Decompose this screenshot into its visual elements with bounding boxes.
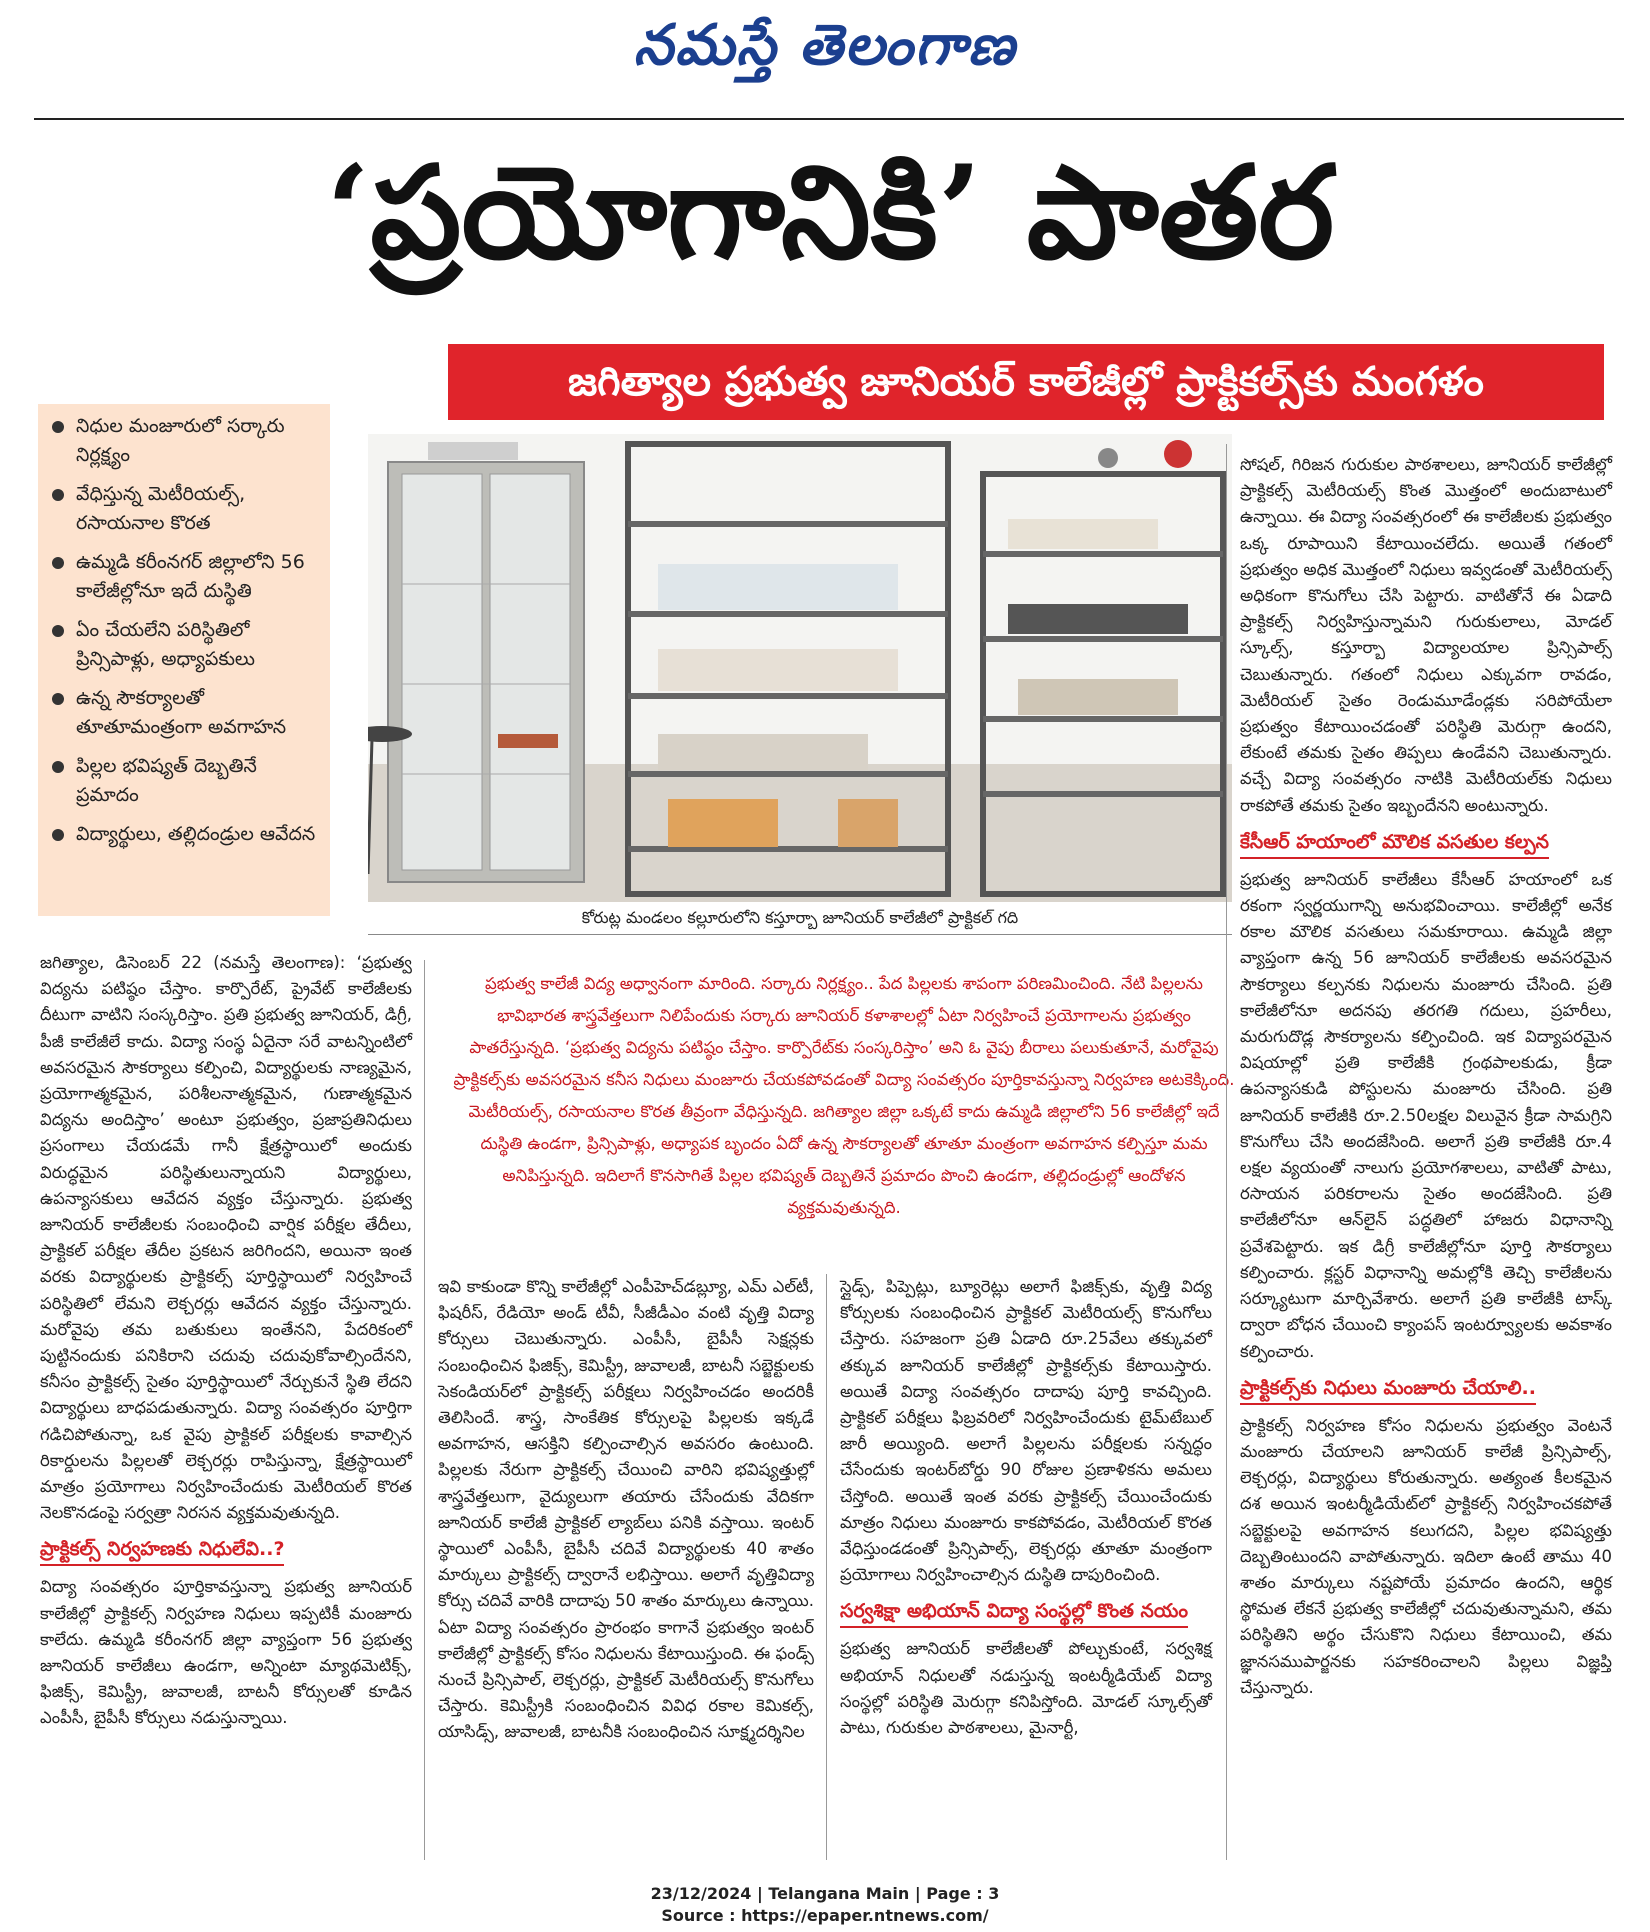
subheadline: జగిత్యాల ప్రభుత్వ జూనియర్ కాలేజీల్లో ప్రాక్టికల్స్‌కు మంగళం: [448, 344, 1604, 420]
body-paragraph: ప్రాక్టికల్స్ నిర్వహణ కోసం నిధులను ప్రభుత్వం వెంటనే మంజూరు చేయాలని జూనియర్ కాలేజీ ప్రిన్సిపాల్స్, లెక్చరర్లు, విద్యార్థులు కోరుతున్నారు. అత్యంత కీలకమైన దశ అయిన ఇంటర్మీడియేట్‌లో ప్రాక్టికల్స్ నిర్వహించకపోతే సబ్జెక్టులపై అవగాహన కలుగదని, పిల్లల భవిష్యత్తు దెబ్బతింటుందని వాపోతున్నారు. ఇదిలా ఉంటే తాము 40 శాతం మార్కులు నష్టపోయే ప్రమాదం ఉందని, ఆర్థిక స్థోమత లేకనే ప్రభుత్వ కాలేజీల్లో చదువుతున్నామని, తమ పరిస్థితిని అర్థం చేసుకొని నిధులు కేటాయించి, తమ జ్ఞానసముపార్జనకు సహకరించాలని పిల్లలు విజ్ఞప్తి చేస్తున్నారు.: [1240, 1415, 1612, 1697]
pull-quote: ప్రభుత్వ కాలేజీ విద్య అధ్వానంగా మారింది. సర్కారు నిర్లక్ష్యం.. పేద పిల్లలకు శాపంగా పరిణమించింది. నేటి పిల్లలను భావిభారత శాస్త్రవేత్తలుగా నిలిపేందుకు సర్కారు జూనియర్ కళాశాలల్లో ఏటా నిర్వహించే ప్రయోగాలను ప్రభుత్వం పాతరేస్తున్నది. ‘ప్రభుత్వ విద్యను పటిష్ఠం చేస్తాం. కార్పొరేట్‌కు సంస్కరిస్తాం’ అని ఓ వైపు బీరాలు పలుకుతూనే, మరోవైపు ప్రాక్టికల్స్‌కు అవసరమైన కనీస నిధులు మంజూరు చేయకపోవడంతో విద్యా సంవత్సరం పూర్తికావస్తున్నా నిర్వహణ అటకెక్కింది. మెటీరియల్స్, రసాయనాల కొరత తీవ్రంగా వేధిస్తున్నది. జగిత్యాల జిల్లా ఒక్కటే కాదు ఉమ్మడి జిల్లాలోని 56 కాలేజీల్లో ఇదే దుస్థితి ఉండగా, ప్రిన్సిపాళ్లు, అధ్యాపక బృందం ఏదో ఉన్న సౌకర్యాలతో తూతూ మంత్రంగా అవగాహన కల్పిస్తూ మమ అనిపిస్తున్నది. ఇదిలాగే కొనసాగితే పిల్లల భవిష్యత్ దెబ్బతినే ప్రమాదం పొంచి ఉండగా, తల్లిదండ్రుల్లో ఆందోళన వ్యక్తమవుతున్నది.: [453, 974, 1235, 1217]
bullet-icon: [52, 625, 64, 637]
headline: ‘ప్రయోగానికి’ పాతర: [325, 138, 1335, 288]
source-link[interactable]: Source : https://epaper.ntnews.com/: [661, 1906, 989, 1925]
section-subtitle: సర్వశిక్షా అభియాన్ విద్యా సంస్థల్లో కొంత నయం: [840, 1596, 1188, 1628]
column-divider: [424, 960, 425, 1860]
column-divider: [826, 1274, 827, 1860]
newspaper-logo: నమస్తే తెలంగాణ: [633, 12, 1017, 78]
article-column-2: [438, 1274, 814, 1746]
lab-photo: [368, 434, 1232, 902]
page-footer: [0, 1883, 1650, 1927]
bullet-icon: [52, 693, 64, 705]
section-subtitle: ప్రాక్టికల్స్ నిర్వహణకు నిధులేవి..?: [40, 1534, 284, 1566]
article-column-1: [40, 950, 412, 1732]
article-column-4: [1240, 452, 1612, 1701]
highlight-item: విద్యార్థులు, తల్లిదండ్రుల ఆవేదన: [52, 820, 320, 849]
lab-shelves-illustration: [368, 434, 1232, 902]
highlight-item: నిధుల మంజూరులో సర్కారు నిర్లక్ష్యం: [52, 412, 320, 470]
body-paragraph: స్లైడ్స్, పిప్పెట్లు, బ్యూరెట్లు అలాగే ఫిజిక్స్‌కు, వృత్తి విద్య కోర్సులకు సంబంధించిన ప్రాక్టికల్ మెటీరియల్స్ కొనుగోలు చేస్తారు. సహజంగా ప్రతి ఏడాది రూ.25వేలు తక్కువలో తక్కువ జూనియర్ కాలేజీల్లో ప్రాక్టికల్స్‌కు కేటాయిస్తారు. అయితే విద్యా సంవత్సరం దాదాపు పూర్తి కావచ్చింది. ప్రాక్టికల్ పరీక్షలు ఫిబ్రవరిలో నిర్వహించేందుకు టైమ్‌టేబుల్ జారీ అయ్యింది. అలాగే పిల్లలను పరీక్షలకు సన్నద్ధం చేసేందుకు ఇంటర్‌బోర్డు 90 రోజుల ప్రణాళికను అమలు చేస్తోంది. అయితే ఇంత వరకు ప్రాక్టికల్స్ చేయించేందుకు మాత్రం నిధులు మంజూరు కాకపోవడం, మెటీరియల్ కొరత వేధిస్తుండడంతో ప్రిన్సిపాల్స్, లెక్చరర్లు తూతూ మంత్రంగా ప్రయోగాలు నిర్వహించాల్సిన దుస్థితి దాపురించింది.: [840, 1277, 1212, 1585]
article-column-3: [840, 1274, 1212, 1741]
highlight-item: పిల్లల భవిష్యత్ దెబ్బతినే ప్రమాదం: [52, 752, 320, 810]
caption-rule: [368, 934, 1232, 935]
body-paragraph: ప్రభుత్వ జూనియర్ కాలేజీలతో పోల్చుకుంటే, సర్వశిక్ష అభియాన్ నిధులతో నడుస్తున్న ఇంటర్మీడియేట్ విద్యా సంస్థల్లో పరిస్థితి మెరుగ్గా కనిపిస్తోంది. మోడల్ స్కూల్స్‌తో పాటు, గురుకుల పాఠశాలలు, మైనార్టీ,: [840, 1639, 1212, 1738]
column-divider: [1226, 444, 1227, 1860]
body-paragraph: ఇవి కాకుండా కొన్ని కాలేజీల్లో ఎంపీహెచ్‌డబ్ల్యూ, ఎమ్ ఎల్‌టీ, ఫిషరీస్, రేడియో అండ్ టీవీ, సీజీడీఎం వంటి వృత్తి విద్యా కోర్సులు చెబుతున్నారు. ఎంపీసీ, బైపీసీ సెక్షన్లకు సంబంధించిన ఫిజిక్స్, కెమిస్ట్రీ, జువాలజీ, బాటనీ సబ్జెక్టులకు సెకండియర్‌లో ప్రాక్టికల్స్ పరీక్షలు నిర్వహించడం అందరికీ తెలిసిందే. శాస్త్ర, సాంకేతిక కోర్సులపై పిల్లలకు ఇక్కడే అవగాహన, ఆసక్తిని కల్పించాల్సిన అవసరం ఉంటుంది. పిల్లలకు నేరుగా ప్రాక్టికల్స్ చేయించి వారిని భవిష్యత్తుల్లో శాస్త్రవేత్తలుగా, వైద్యులుగా తయారు చేసేందుకు వేదికగా జూనియర్ కాలేజీ ప్రాక్టికల్ ల్యాబ్‌లు పనికి వస్తాయి. ఇంటర్ స్థాయిలో ఎంపీసీ, బైపీసీ చదివే విద్యార్థులకు 40 శాతం మార్కులు ప్రాక్టికల్స్ ద్వారానే లభిస్తాయి. అలాగే వృత్తివిద్యా కోర్సు చదివే వారికి దాదాపు 50 శాతం మార్కులు ఉన్నాయి. ఏటా విద్యా సంవత్సరం ప్రారంభం కాగానే ప్రభుత్వం ఇంటర్ కాలేజీల్లో ప్రాక్టికల్స్ కోసం నిధులను కేటాయిస్తుంది. ఈ ఫండ్స్ నుంచే ప్రిన్సిపాల్, లెక్చరర్లు, ప్రాక్టికల్ మెటీరియల్స్ కొనుగోలు చేస్తారు. కెమిస్ట్రీకి సంబంధించిన వివిధ రకాల కెమికల్స్, యాసిడ్స్, జువాలజీ, బాటనీకి సంబంధించిన సూక్ష్మదర్శినిల: [438, 1277, 814, 1742]
body-paragraph: సోషల్, గిరిజన గురుకుల పాఠశాలలు, జూనియర్ కాలేజీల్లో ప్రాక్టికల్స్ మెటీరియల్స్ కొంత మొత్తంలో అందుబాటులో ఉన్నాయి. ఈ విద్యా సంవత్సరంలో ఈ కాలేజీలకు ప్రభుత్వం ఒక్క రూపాయిని కేటాయించలేదు. అయితే గతంలో ప్రభుత్వం అధిక మొత్తంలో నిధులు ఇవ్వడంతో మెటీరియల్స్ అధికంగా కొనుగోలు చేసి పెట్టారు. వాటితోనే ఈ ఏడాది ప్రాక్టికల్స్ నిర్వహిస్తున్నామని గురుకులాలు, మోడల్ స్కూల్స్, కస్తూర్బా విద్యాలయాల ప్రిన్సిపాల్స్ చెబుతున్నారు. గతంలో నిధులు ఎక్కువగా రావడం, మెటీరియల్ సైతం రెండుమూడేండ్లకు సరిపోయేలా ప్రభుత్వం కేటాయించడంతో పరిస్థితి మెరుగ్గా ఉందని, లేకుంటే తమకు సైతం తిప్పలు ఉండేవని చెబుతున్నారు. వచ్చే విద్యా సంవత్సరం నాటికి మెటీరియల్‌కు నిధులు రాకపోతే తమకు సైతం ఇబ్బందేనని అంటున్నారు.: [1240, 455, 1612, 815]
highlight-item: ఉన్న సౌకర్యాలతో తూతూమంత్రంగా అవగాహన: [52, 684, 320, 742]
body-paragraph: విద్యా సంవత్సరం పూర్తికావస్తున్నా ప్రభుత్వ జూనియర్ కాలేజీల్లో ప్రాక్టికల్స్ నిర్వహణ నిధులు ఇప్పటికీ మంజూరు కాలేదు. ఉమ్మడి కరీంనగర్ జిల్లా వ్యాప్తంగా 56 ప్రభుత్వ జూనియర్ కాలేజీలు ఉండగా, అన్నింటా మ్యాథమెటిక్స్, ఫిజిక్స్, కెమిస్ట్రీ, జువాలజీ, బాటనీ కోర్సులతో కూడిన ఎంపీసీ, బైపీసీ కోర్సులు నడుస్తున్నాయి.: [40, 1577, 412, 1728]
bullet-icon: [52, 761, 64, 773]
bullet-icon: [52, 557, 64, 569]
bullet-icon: [52, 421, 64, 433]
bullet-icon: [52, 829, 64, 841]
highlight-item: వేధిస్తున్న మెటీరియల్స్, రసాయనాల కొరత: [52, 480, 320, 538]
highlight-item: ఏం చేయలేని పరిస్థితిలో ప్రిన్సిపాళ్లు, అధ్యాపకులు: [52, 616, 320, 674]
highlights-box: [38, 404, 330, 916]
bullet-icon: [52, 489, 64, 501]
body-paragraph: ప్రభుత్వ జూనియర్ కాలేజీలు కేసీఆర్ హయాంలో ఒక రకంగా స్వర్ణయుగాన్ని అనుభవించాయి. కాలేజీల్లో అనేక రకాల మౌలిక వసతులు సమకూరాయి. ఉమ్మడి జిల్లా వ్యాప్తంగా ఉన్న 56 జూనియర్ కాలేజీలకు అవసరమైన సౌకర్యాలు కల్పనకు నిధులను మంజూరు చేసింది. ప్రతి కాలేజీలోనూ అదనపు తరగతి గదులు, ప్రహరీలు, మరుగుదొడ్ల సౌకర్యాలను కల్పించింది. ఇక విద్యాపరమైన విషయాల్లో ప్రతి కాలేజీకి గ్రంథపాలకుడు, క్రీడా ఉపన్యాసకుడి పోస్టులను మంజూరు చేసింది. ప్రతి జూనియర్ కాలేజీకి రూ.2.50లక్షల విలువైన క్రీడా సామగ్రిని కొనుగోలు చేసి అందజేసింది. అలాగే ప్రతి కాలేజీకి రూ.4 లక్షల వ్యయంతో నాలుగు ప్రయోగశాలలు, వాటితో పాటు, రసాయన పరికరాలను సైతం అందజేసింది. ప్రతి కాలేజీలోనూ ఆన్‌లైన్ పద్ధతిలో హాజరు విధానాన్ని ప్రవేశపెట్టారు. ఇక డిగ్రీ కాలేజీల్లోనూ పూర్తి సౌకర్యాలు కల్పించారు. క్లస్టర్ విధానాన్ని అమల్లోకి తెచ్చి కాలేజీలను సర్క్యూటుగా మార్చివేశారు. అలాగే ప్రతి కాలేజీకి టాస్క్ ద్వారా బోధన చేయించి క్యాంపస్ ఇంటర్వ్యూలకు అవకాశం కల్పించారు.: [1240, 869, 1612, 1361]
photo-caption: కోరుట్ల మండలం కల్లూరులోని కస్తూర్బా జూనియర్ కాలేజీలో ప్రాక్టికల్ గది: [581, 908, 1019, 927]
masthead: [0, 0, 1650, 110]
body-paragraph: జగిత్యాల, డిసెంబర్ 22 (నమస్తే తెలంగాణ): ‘ప్రభుత్వ విద్యను పటిష్ఠం చేస్తాం. కార్పొరేట్, ప్రైవేట్ కాలేజీలకు దీటుగా వాటిని సంస్కరిస్తాం. ప్రతి ప్రభుత్వ జూనియర్, డిగ్రీ, పీజీ కాలేజీలే కాదు. విద్యా సంస్థ ఏదైనా సరే వాటన్నింటిలో అవసరమైన సౌకర్యాలు కల్పించి, విద్యార్థులకు నాణ్యమైన, ప్రయోగాత్మకమైన, పరిశీలనాత్మకమైన, గుణాత్మకమైన విద్యను అందిస్తాం’ అంటూ ప్రభుత్వం, ప్రజాప్రతినిధులు ప్రసంగాలు చేయడమే గానీ క్షేత్రస్థాయిలో అందుకు విరుద్ధమైన పరిస్థితులున్నాయని విద్యార్థులు, ఉపన్యాసకులు ఆవేదన వ్యక్తం చేస్తున్నారు. ప్రభుత్వ జూనియర్ కాలేజీలకు సంబంధించి వార్షిక పరీక్షల తేదీలు, ప్రాక్టికల్ పరీక్షల తేదీల ప్రకటన జరిగిందని, అయినా ఇంత వరకు విద్యార్థులకు ప్రాక్టికల్స్ పూర్తిస్థాయిలో నిర్వహించే పరిస్థితిలో లేమని లెక్చరర్లు ఆవేదన వ్యక్తం చేస్తున్నారు. మరోవైపు తమ బతుకులు ఇంతేనని, పేదరికంలో పుట్టినందుకు పనికిరాని చదువు చదువుకోవాల్సిందేనని, కనీసం ప్రాక్టికల్స్ సైతం పూర్తిస్థాయిలో నేర్చుకునే స్థితి లేదని విద్యార్థులు బాధపడుతున్నారు. విద్యా సంవత్సరం పూర్తిగా గడిచిపోతున్నా, ఒక వైపు ప్రాక్టికల్ పరీక్షలకు కావాల్సిన రికార్డులను పిల్లలతో లెక్చరర్లు రాపిస్తున్నా, క్షేత్రస్థాయిలో మాత్రం ప్రయోగాలు నిర్వహించేందుకు మెటీరియల్ కొరత నెలకొనడంపై సర్వత్రా నిరసన వ్యక్తమవుతున్నది.: [40, 953, 412, 1523]
section-subtitle: ప్రాక్టికల్స్‌కు నిధులు మంజూరు చేయాలి..: [1240, 1373, 1536, 1405]
highlight-item: ఉమ్మడి కరీంనగర్ జిల్లాలోని 56 కాలేజీల్లోనూ ఇదే దుస్థితి: [52, 548, 320, 606]
section-subtitle: కేసీఆర్ హయాంలో మౌలిక వసతుల కల్పన: [1240, 827, 1549, 859]
edition-info: 23/12/2024 | Telangana Main | Page : 3: [650, 1884, 1000, 1903]
masthead-rule: [34, 118, 1624, 120]
